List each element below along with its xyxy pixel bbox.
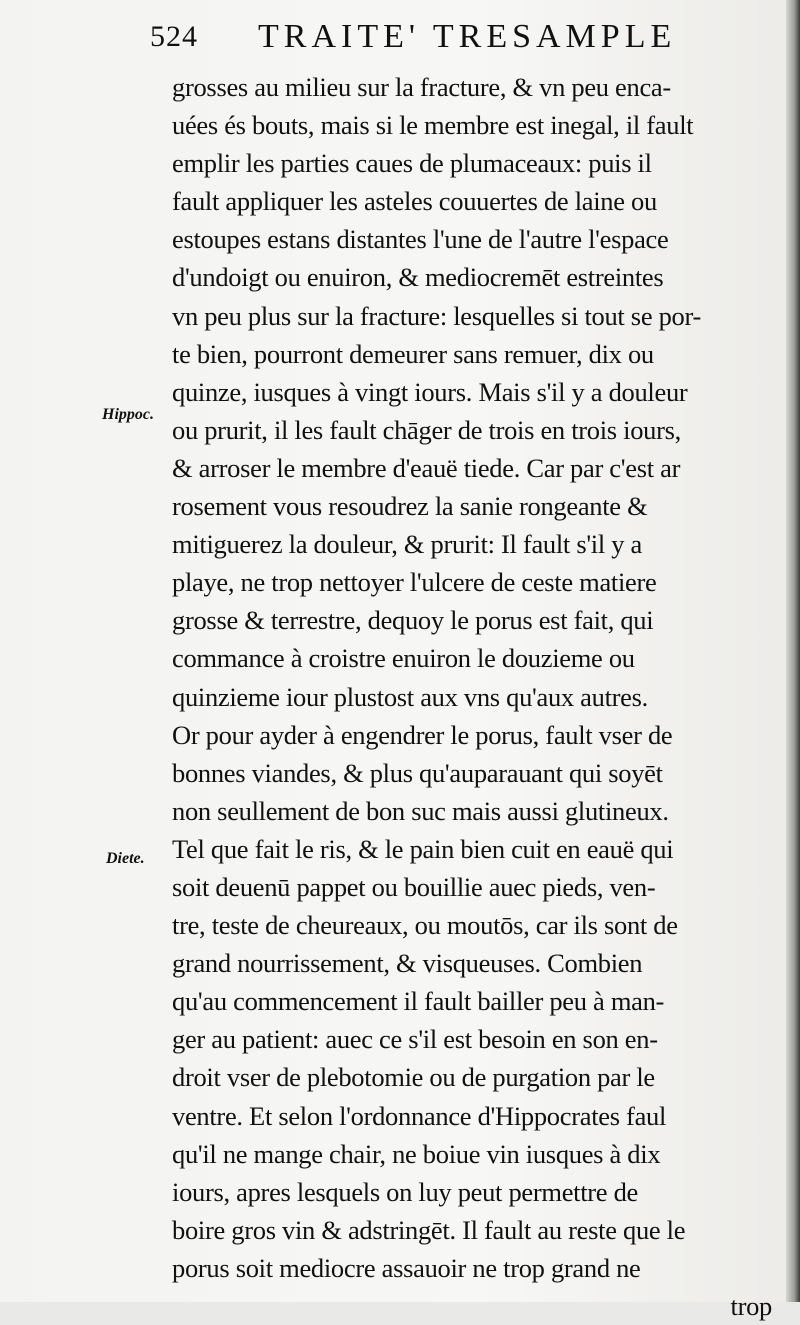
text-line: grand nourrissement, & visqueuses. Combien <box>172 948 643 979</box>
text-line: qu'il ne mange chair, ne boiue vin iusques à dix <box>172 1138 661 1169</box>
text-line: fault appliquer les asteles couuertes de laine ou <box>172 186 657 217</box>
text-line: qu'au commencement il fault bailler peu à man- <box>172 986 665 1017</box>
body-text <box>172 68 772 1325</box>
text-line: non seullement de bon suc mais aussi glutineux. <box>172 795 669 826</box>
text-line: porus soit mediocre assauoir ne trop grand ne <box>172 1252 641 1283</box>
running-title: TRAITE' TRESAMPLE <box>258 18 677 55</box>
text-line: bonnes viandes, & plus qu'auparauant qui soyēt <box>172 757 663 788</box>
text-line: Tel que fait le ris, & le pain bien cuit en eauë qui <box>172 833 674 864</box>
page-gutter-shadow <box>786 0 800 1302</box>
text-line: vn peu plus sur la fracture: lesquelles si tout se por- <box>172 300 702 331</box>
text-line: Or pour ayder à engendrer le porus, fault vser de <box>172 719 673 750</box>
text-line: rosement vous resoudrez la sanie rongeante & <box>172 491 648 522</box>
text-line: ger au patient: auec ce s'il est besoin en son en- <box>172 1024 658 1055</box>
text-line: boire gros vin & adstringēt. Il fault au reste que le <box>172 1214 686 1245</box>
text-line: ventre. Et selon l'ordonnance d'Hippocrates faul <box>172 1100 667 1131</box>
text-line: uées és bouts, mais si le membre est inegal, il fault <box>172 110 694 141</box>
catchword: trop <box>730 1291 772 1321</box>
text-line: ou prurit, il les fault chāger de trois en trois iours, <box>172 414 681 445</box>
text-line: grosses au milieu sur la fracture, & vn peu enca- <box>172 72 671 102</box>
text-line: d'undoigt ou enuiron, & mediocremēt estreintes <box>172 262 664 293</box>
text-line: mitiguerez la douleur, & prurit: Il fault s'il y a <box>172 529 642 560</box>
text-line: estoupes estans distantes l'une de l'autre l'espace <box>172 224 669 255</box>
text-line: & arroser le membre d'eauë tiede. Car par c'est ar <box>172 452 681 483</box>
text-line: soit deuenū pappet ou bouillie auec pieds, ven- <box>172 871 656 902</box>
marginal-note-hippocrates: Hippoc. <box>102 406 154 423</box>
text-line: quinze, iusques à vingt iours. Mais s'il y a douleur <box>172 376 688 407</box>
text-line: commance à croistre enuiron le douzieme ou <box>172 643 635 674</box>
text-line: quinzieme iour plustost aux vns qu'aux autres. <box>172 681 648 712</box>
text-line: grosse & terrestre, dequoy le porus est fait, qui <box>172 605 654 636</box>
text-line: tre, teste de cheureaux, ou moutōs, car ils sont de <box>172 910 678 941</box>
text-line: te bien, pourront demeurer sans remuer, dix ou <box>172 338 654 369</box>
text-line: iours, apres lesquels on luy peut permettre de <box>172 1176 639 1207</box>
page-header <box>150 14 710 60</box>
marginal-note-diete: Diete. <box>106 850 145 867</box>
page-number: 524 <box>150 20 198 53</box>
text-line: playe, ne trop nettoyer l'ulcere de ceste matiere <box>172 567 657 598</box>
text-line: droit vser de plebotomie ou de purgation par le <box>172 1062 655 1093</box>
text-line: emplir les parties caues de plumaceaux: puis il <box>172 148 652 179</box>
